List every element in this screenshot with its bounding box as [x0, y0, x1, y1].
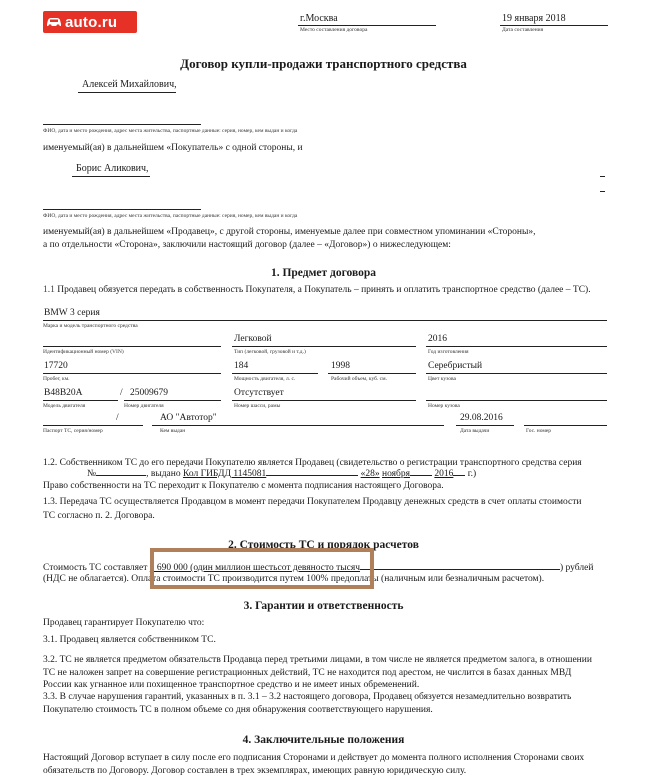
clause-3-1: 3.1. Продавец является собственником ТС.: [43, 635, 216, 645]
seller-fio-label: ФИО, дата и место рождения, адрес места жительства, паспортные данные: серия, номер, кем выдан и когда: [43, 128, 298, 134]
clause-1-1-number: 1.1: [43, 285, 55, 295]
buyer-role-line1: именуемый(ая) в дальнейшем «Продавец», с другой стороны, именуемые далее при совместном упоминании «Стороны»,: [43, 227, 536, 237]
passport-label: Паспорт ТС, серия/номер: [43, 428, 103, 434]
certificate-issued-label: , выдано: [146, 469, 181, 479]
chassis-number: Отсутствует: [234, 388, 284, 398]
vehicle-model-label: Марка и модель транспортного средства: [43, 323, 138, 329]
vehicle-model: BMW 3 серия: [44, 308, 100, 318]
certificate-issuer: Кол ГИБДД 1145081: [182, 469, 267, 479]
vehicle-type-label: Тип (легковой, грузовой и т.д.): [234, 349, 306, 355]
section-4-heading: 4. Заключительные положения: [242, 734, 405, 746]
buyer-name: Борис Аликович,: [76, 163, 149, 174]
volume-label: Рабочий объем, куб. см.: [331, 376, 387, 382]
clause-1-1: Продавец обязуется передать в собственность Покупателя, а Покупатель – принять и оплатить транспортное средство (далее – ТС).: [57, 285, 591, 295]
engine-model: B48B20A: [44, 388, 83, 398]
clause-1-2-line1: 1.2. Собственником ТС до его передачи Покупателю является Продавец (свидетельство о регистрации транспортного средства серия: [43, 458, 582, 468]
vehicle-mileage: 17720: [44, 361, 68, 371]
issuer-label: Кем выдан: [160, 428, 186, 434]
car-icon: [43, 11, 65, 33]
clause-1-2-line2: [43, 467, 613, 479]
contract-date: 19 января 2018: [502, 13, 566, 24]
clause-1-2-line3: Право собственности на ТС переходит к Покупателю с момента подписания настоящего Договора.: [43, 481, 444, 491]
payment-terms: (НДС не облагается). Оплата стоимости ТС производится путем 100% предоплаты (наличным или безналичным расчетом).: [43, 574, 545, 584]
body-number-label: Номер кузова: [428, 403, 460, 409]
power-label: Мощность двигателя, л. с.: [234, 376, 296, 382]
clause-3-2-line1: 3.2. ТС не является предметом обязательств Продавца перед третьими лицами, в том числе не является предметом залога, в отношении: [43, 655, 592, 665]
seller-role: именуемый(ая) в дальнейшем «Покупатель» с одной стороны, и: [43, 143, 303, 153]
final-provisions-line1: Настоящий Договор вступает в силу после его подписания Сторонами и действует до момента полного исполнения Сторонами своих: [43, 753, 585, 763]
certificate-year: 2016: [434, 469, 454, 479]
vehicle-year-label: Год изготовления: [428, 349, 469, 355]
engine-volume: 1998: [331, 361, 350, 371]
passport-issue-date: 29.08.2016: [460, 413, 503, 423]
reg-number-label: Гос. номер: [526, 428, 552, 434]
guarantee-intro: Продавец гарантирует Покупателю что:: [43, 618, 205, 628]
final-provisions-line2: обязательств по Договору. Договор составлен в трех экземплярах, имеющих равную юридическую силу.: [43, 766, 467, 776]
engine-number: 25009679: [130, 388, 168, 398]
buyer-fio-label: ФИО, дата и место рождения, адрес места жительства, паспортные данные: серия, номер, кем выдан и когда: [43, 213, 298, 219]
contract-date-label: Дата составления: [502, 27, 544, 33]
section-3-heading: 3. Гарантии и ответственность: [243, 600, 404, 612]
color-label: Цвет кузова: [428, 376, 456, 382]
section-1-heading: 1. Предмет договора: [270, 267, 377, 279]
passport-issuer: АО "Автотор": [160, 413, 217, 423]
auto-ru-logo: [43, 11, 137, 33]
section-2-heading: 2. Стоимость ТС и порядок расчетов: [228, 539, 419, 551]
engine-power: 184: [234, 361, 249, 371]
engine-model-label: Модель двигателя: [43, 403, 86, 409]
clause-1-3-line2: ТС согласно п. 2. Договора.: [43, 511, 155, 521]
logo-text: auto.ru: [65, 13, 118, 31]
engine-number-label: Номер двигателя: [124, 403, 164, 409]
vehicle-year: 2016: [428, 334, 447, 344]
clause-3-3-line2: Покупателю стоимость ТС в полном объеме со дня обнаружения соответствующего нарушения.: [43, 705, 433, 715]
certificate-number-mark: №: [87, 469, 97, 479]
vehicle-type: Легковой: [234, 334, 272, 344]
clause-3-2-line2: ТС не наложен запрет на совершение регистрационных действий, ТС не находится под арестом, не числится в базах данных МВД: [43, 668, 572, 678]
cost-amount: 1 690 000 (один миллион шестьсот девяносто тысяч: [149, 563, 360, 573]
vin-label: Идентификационный номер (VIN): [43, 349, 124, 355]
mileage-label: Пробег, км.: [43, 376, 70, 382]
certificate-year-suffix: г.): [467, 469, 477, 479]
certificate-day: «28»: [360, 469, 380, 479]
contract-city: г.Москва: [300, 13, 338, 24]
buyer-role-line2: а по отдельности «Сторона», заключили настоящий договор (далее – «Договор») о нижеследующем:: [43, 240, 451, 250]
cost-prefix: Стоимость ТС составляет: [43, 563, 148, 573]
issue-date-label: Дата выдачи: [460, 428, 490, 434]
seller-name: Алексей Михайлович,: [82, 79, 177, 90]
chassis-label: Номер шасси, рамы: [234, 403, 281, 409]
page-title: Договор купли-продажи транспортного средства: [180, 56, 467, 71]
cost-suffix: ) рублей: [560, 563, 594, 573]
clause-3-3-line1: 3.3. В случае нарушения гарантий, указанных в п. 3.1 – 3.2 настоящего договора, Продавец обязуется незамедлительно возвратить: [43, 692, 572, 702]
certificate-month: ноября: [382, 469, 410, 479]
price-highlight-frame: [150, 548, 374, 589]
clause-1-3-line1: 1.3. Передача ТС осуществляется Продавцом в момент передачи Покупателем Продавцу денежных средств в счет оплаты стоимости: [43, 497, 582, 507]
vehicle-color: Серебристый: [428, 361, 483, 371]
contract-city-label: Место составления договора: [300, 27, 368, 33]
clause-3-2-line3: России как угнанное или похищенное транспортное средство и не имеет иных обременений.: [43, 680, 420, 690]
